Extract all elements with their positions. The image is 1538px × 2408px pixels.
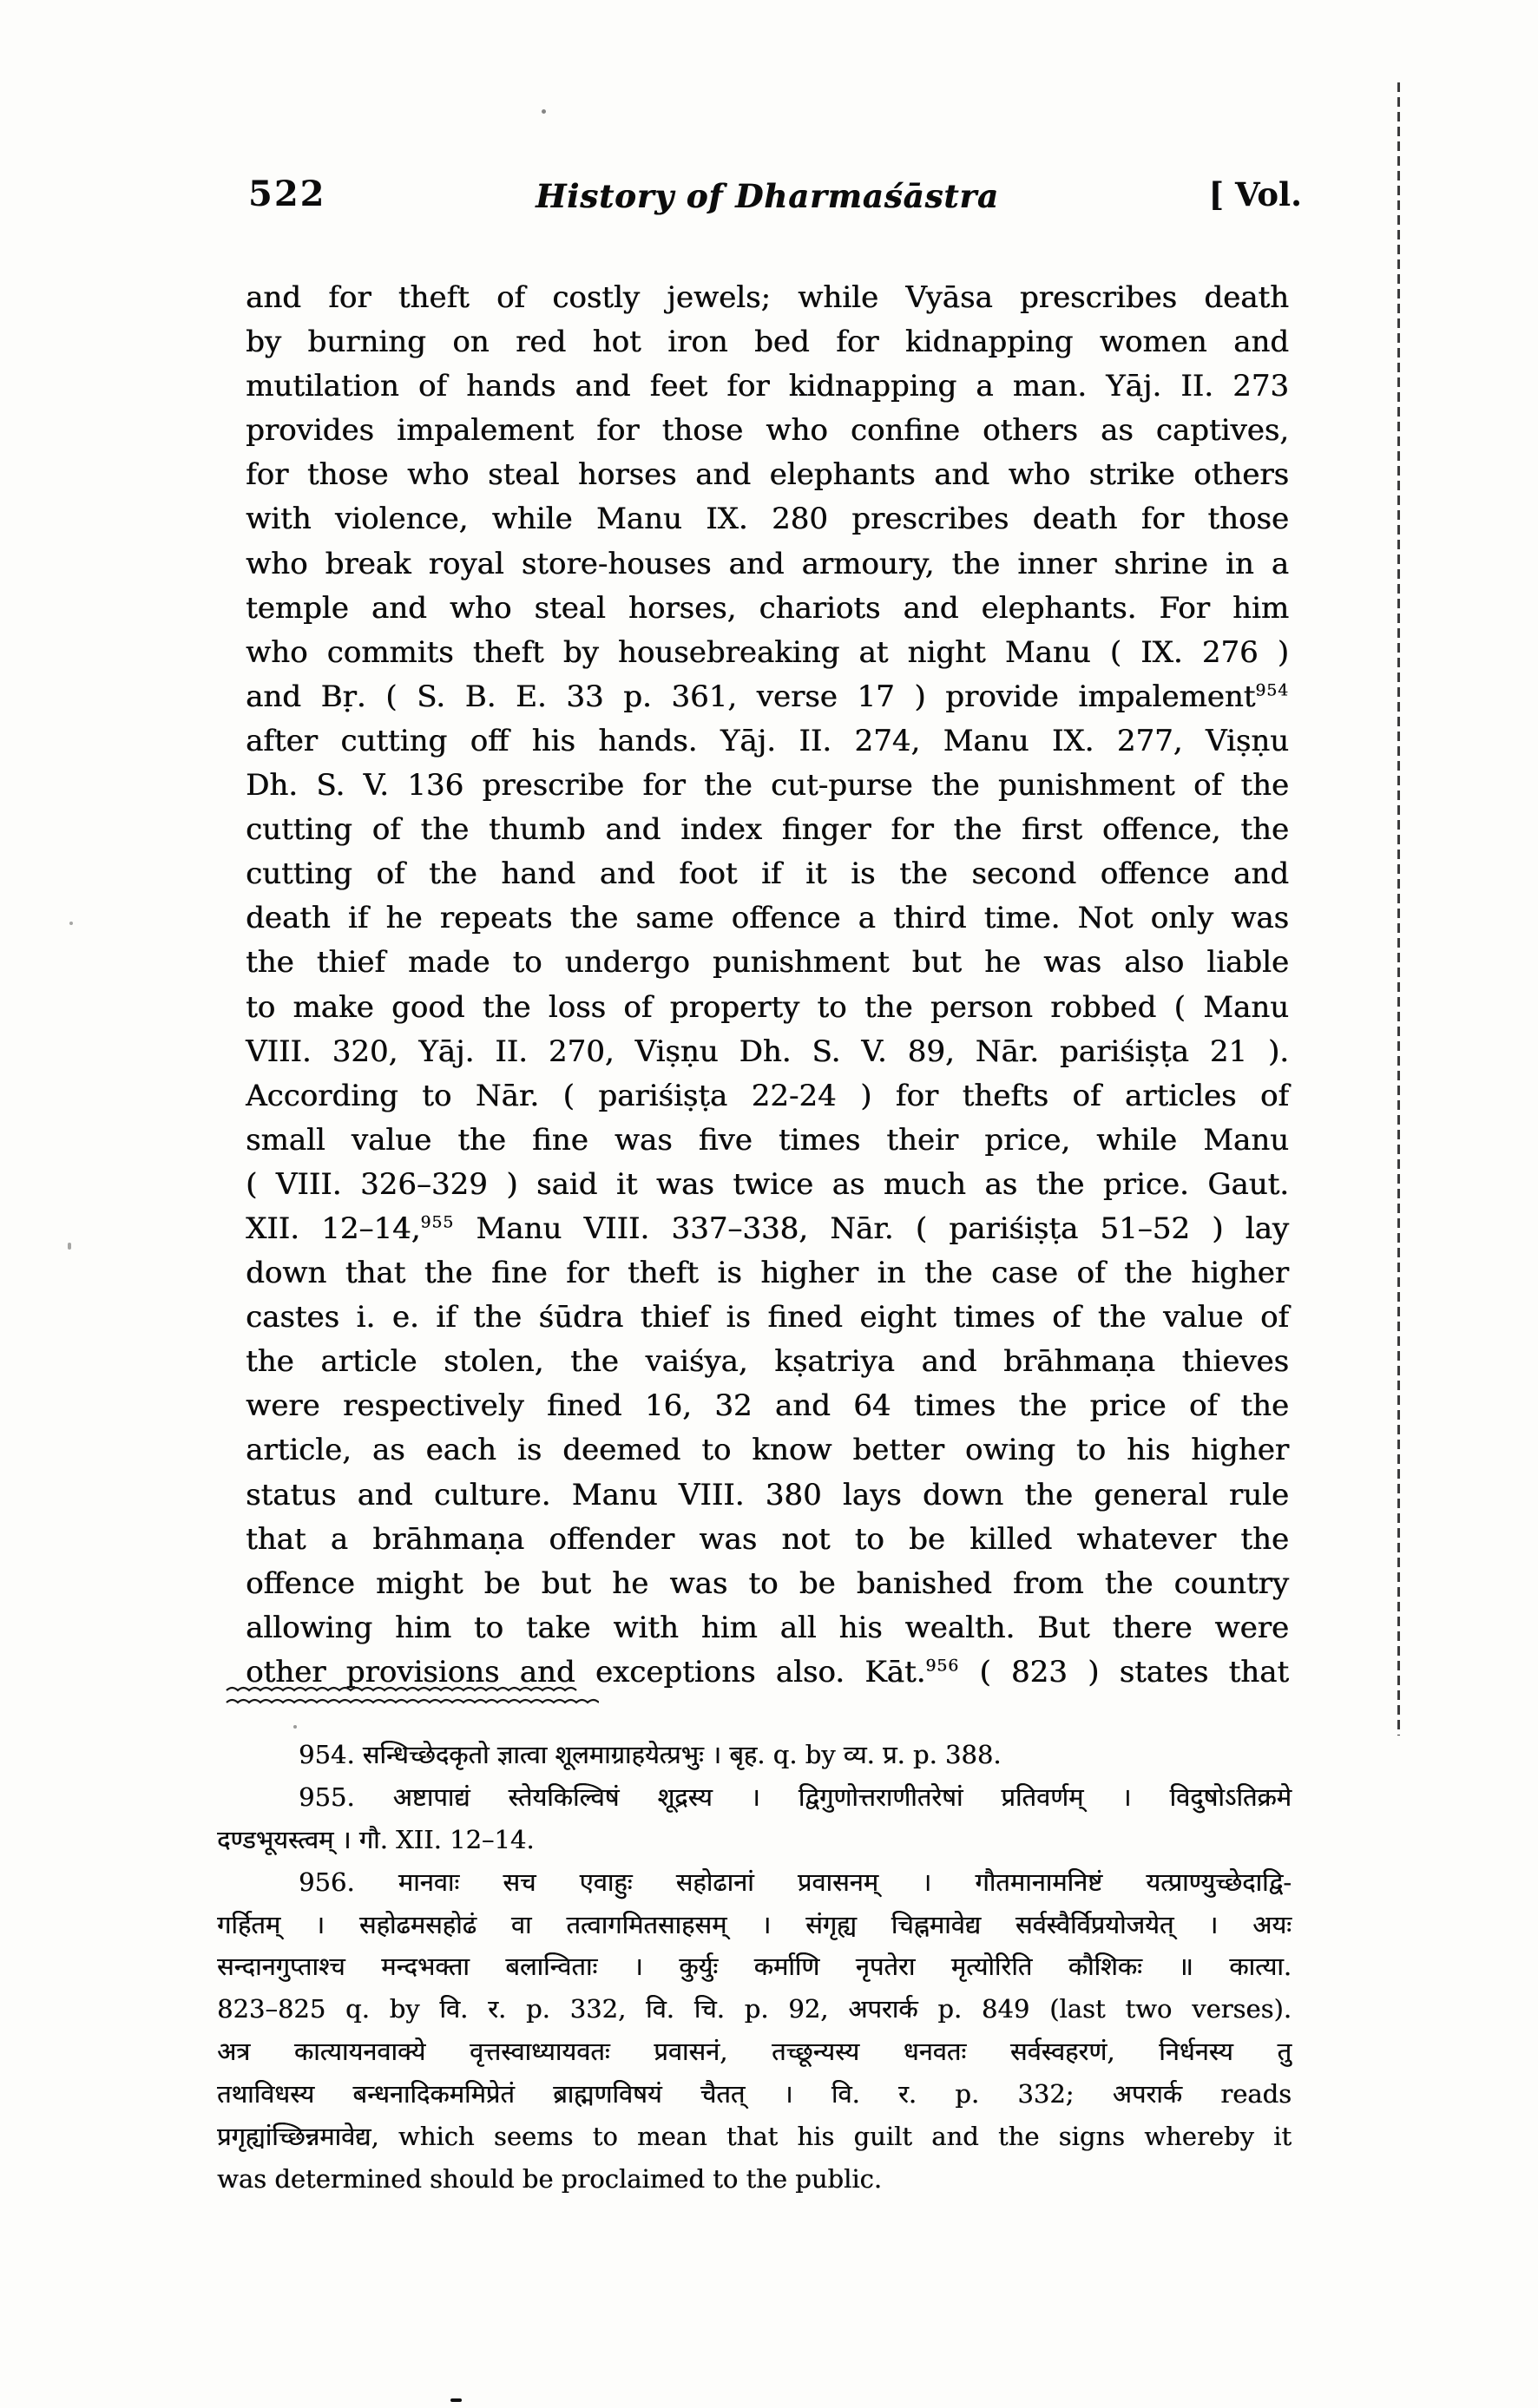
text-line: who commits theft by housebreaking at night Manu ( IX. 276 ) bbox=[246, 634, 1289, 670]
wavy-line-top bbox=[227, 1688, 576, 1690]
scan-line-artifact bbox=[1397, 82, 1400, 1735]
footnote-line: अत्र कात्यायनवाक्ये वृत्तस्वाध्यायवतः प्रवासनं, तच्छून्यस्य धनवतः सर्वस्वहरणं, निर्धनस्य तु bbox=[217, 2037, 1292, 2067]
text-line: the article stolen, the vaiśya, kṣatriya and brāhmaṇa thieves bbox=[246, 1344, 1289, 1380]
footnote-separator bbox=[226, 1683, 599, 1713]
footnote-line: 956. मानवाः सच एवाहुः सहोढानां प्रवासनम् । गौतमानामनिष्टं यत्प्राण्युच्छेदाद्वि- bbox=[299, 1867, 1292, 1897]
scan-speck bbox=[68, 1243, 71, 1250]
text-line: death if he repeats the same offence a third time. Not only was bbox=[246, 901, 1289, 936]
text-line: down that the fine for theft is higher in the case of the higher bbox=[246, 1256, 1289, 1291]
text-line: who break royal store-houses and armoury, the inner shrine in a bbox=[246, 546, 1289, 581]
text-line: cutting of the hand and foot if it is the second offence and bbox=[246, 856, 1289, 892]
footnote-line: 955. अष्टापाद्यं स्तेयकिल्विषं शूद्रस्य । द्विगुणोत्तराणीतरेषां प्रतिवर्णम् । विदुषोऽतिक्रमे bbox=[299, 1781, 1292, 1812]
footnote-ref: 955 bbox=[420, 1213, 455, 1232]
body-text bbox=[246, 276, 1289, 1695]
wavy-line-bottom bbox=[227, 1700, 599, 1703]
footnote-line: प्रगृह्यांच्छिन्नमावेद्य, which seems to mean that his guilt and the signs whereby it bbox=[217, 2122, 1292, 2152]
footnote-line: was determined should be proclaimed to the public. bbox=[217, 2163, 882, 2194]
text-line: status and culture. Manu VIII. 380 lays down the general rule bbox=[246, 1477, 1289, 1512]
scan-mark bbox=[450, 2398, 462, 2402]
text-line: by burning on red hot iron bed for kidnapping women and bbox=[246, 325, 1289, 360]
text-line: after cutting off his hands. Yāj. II. 274, Manu IX. 277, Viṣṇu bbox=[246, 723, 1289, 758]
scan-speck bbox=[293, 1725, 297, 1729]
text-line: Dh. S. V. 136 prescribe for the cut-purse the punishment of the bbox=[246, 768, 1289, 804]
text-line: According to Nār. ( pariśiṣṭa 22-24 ) for thefts of articles of bbox=[246, 1078, 1289, 1113]
footnotes bbox=[217, 1734, 1292, 2201]
text-line: ( VIII. 326–329 ) said it was twice as much as the price. Gaut. bbox=[246, 1166, 1289, 1202]
footnote-line: 954. सन्धिच्छेदकृतो ज्ञात्वा शूलमाग्राहयेत्प्रभुः । बृह. q. by व्य. प्र. p. 388. bbox=[299, 1740, 1002, 1769]
scan-speck bbox=[542, 109, 546, 114]
footnote-line: गर्हितम् । सहोढमसहोढं वा तत्वागमितसाहसम् । संगृह्य चिह्नमावेद्य सर्वस्वैर्विप्रयोजयेत् । अयः bbox=[217, 1909, 1292, 1939]
footnote-line: दण्डभूयस्त्वम् । गौ. XII. 12–14. bbox=[217, 1824, 535, 1854]
text-line: and for theft of costly jewels; while Vyāsa prescribes death bbox=[246, 280, 1289, 315]
header-volume-label: [ Vol. bbox=[1208, 175, 1302, 213]
text-line: XII. 12–14,$^{955}$ Manu VIII. 337–338, Nār. ( pariśiṣṭa 51–52 ) lay bbox=[246, 1211, 1289, 1246]
text-line: that a brāhmaṇa offender was not to be killed whatever the bbox=[246, 1521, 1289, 1557]
running-header-title: History of Dharmaśāstra bbox=[536, 177, 999, 215]
text-line: temple and who steal horses, chariots and elephants. For him bbox=[246, 590, 1289, 626]
text-line: cutting of the thumb and index finger for the first offence, the bbox=[246, 812, 1289, 848]
scan-speck bbox=[69, 922, 73, 925]
footnote-ref: 954 bbox=[1255, 681, 1289, 700]
text-line: for those who steal horses and elephants and who strike others bbox=[246, 457, 1289, 493]
text-line: small value the fine was five times their price, while Manu bbox=[246, 1122, 1289, 1158]
text-line: allowing him to take with him all his wealth. But there were bbox=[246, 1610, 1289, 1645]
page-number: 522 bbox=[248, 174, 326, 214]
text-line: the thief made to undergo punishment but he was also liable bbox=[246, 945, 1289, 981]
text-line: article, as each is deemed to know better owing to his higher bbox=[246, 1433, 1289, 1468]
footnote-ref: 956 bbox=[925, 1657, 960, 1676]
text-line: were respectively fined 16, 32 and 64 times the price of the bbox=[246, 1388, 1289, 1424]
text-line: and Bṛ. ( S. B. E. 33 p. 361, verse 17 ) provide impalement$^{954}$ bbox=[246, 679, 1289, 714]
text-line: mutilation of hands and feet for kidnapping a man. Yāj. II. 273 bbox=[246, 369, 1289, 404]
text-line: provides impalement for those who confine others as captives, bbox=[246, 413, 1289, 449]
text-line: with violence, while Manu IX. 280 prescribes death for those bbox=[246, 502, 1289, 537]
text-line: castes i. e. if the śūdra thief is fined eight times of the value of bbox=[246, 1300, 1289, 1335]
text-line: to make good the loss of property to the person robbed ( Manu bbox=[246, 989, 1289, 1025]
text-line: VIII. 320, Yāj. II. 270, Viṣṇu Dh. S. V. 89, Nār. pariśiṣṭa 21 ). bbox=[246, 1033, 1289, 1069]
footnote-line: तथाविधस्य बन्धनादिकममिप्रेतं ब्राह्मणविषयं चैतत् । वि. र. p. 332; अपरार्क reads bbox=[217, 2079, 1292, 2109]
footnote-line: सन्दानगुप्ताश्च मन्दभक्ता बलान्विताः । कुर्युः कर्माणि नृपतेरा मृत्योरिति कौशिकः ॥ कात्या. bbox=[217, 1952, 1292, 1982]
footnote-line: 823–825 q. by वि. र. p. 332, वि. चि. p. 92, अपरार्क p. 849 (last two verses). bbox=[217, 1994, 1292, 2024]
text-line: offence might be but he was to be banished from the country bbox=[246, 1565, 1289, 1601]
text-line: other provisions and exceptions also. Kāt.$^{956}$ ( 823 ) states that bbox=[246, 1654, 1290, 1690]
